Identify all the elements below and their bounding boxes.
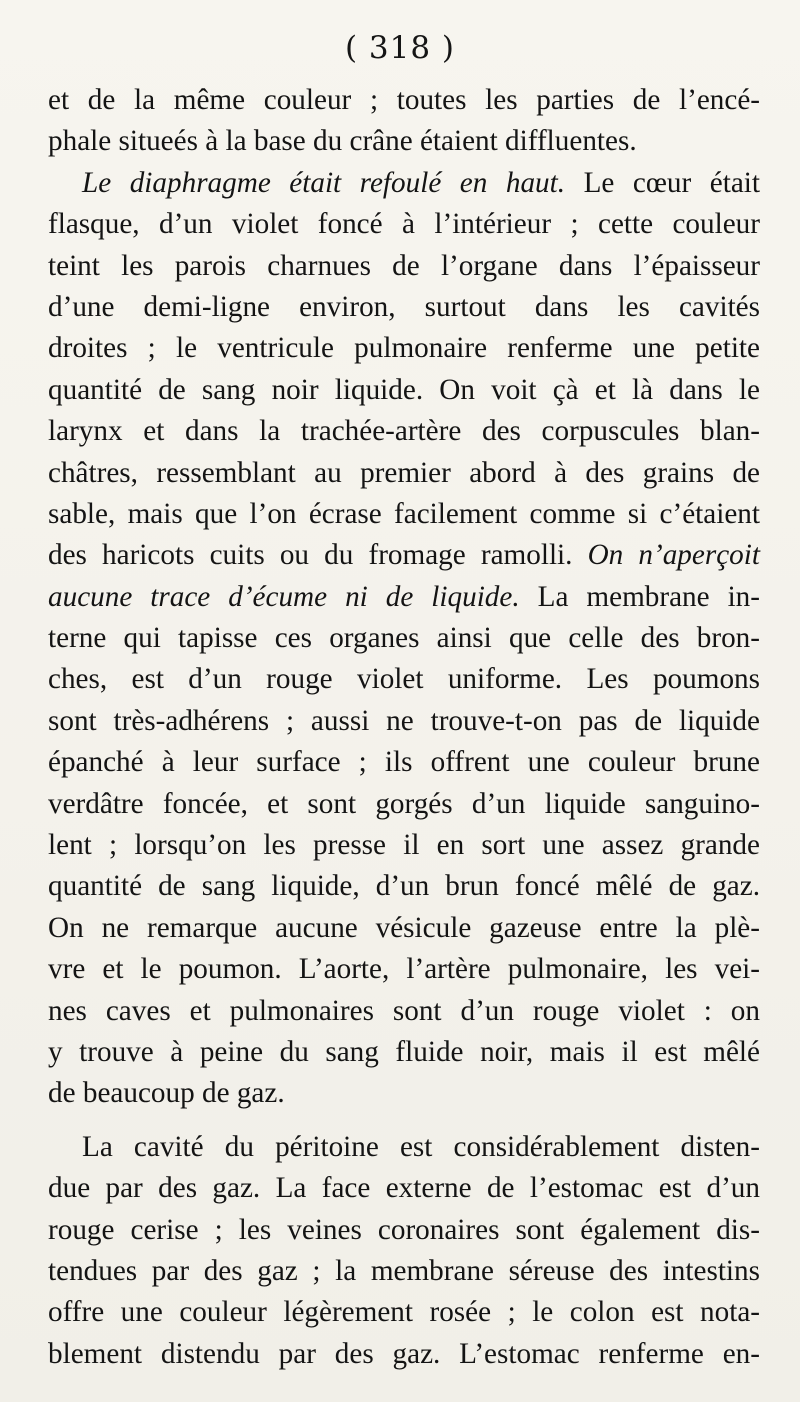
line-italic-text: Le diaphragme était refoulé en haut. (82, 166, 566, 199)
line-text: due par des gaz. La face externe de l’estomac est d’un (48, 1172, 760, 1205)
text-line (48, 1334, 760, 1375)
body-text (48, 80, 760, 1375)
text-line (48, 742, 760, 783)
page-number: ( 318 ) (344, 30, 456, 66)
line-italic-text: aucune trace d’écume ni de liquide. (48, 580, 520, 613)
line-text: On ne remarque aucune vésicule gazeuse entre la plè- (48, 911, 760, 944)
line-text: phale situeés à la base du crâne étaient diffluentes. (48, 125, 637, 158)
line-text: et de la même couleur ; toutes les parties de l’encé- (48, 84, 760, 116)
line-text: flasque, d’un violet foncé à l’intérieur ; cette couleur (48, 208, 760, 241)
text-line (48, 246, 760, 287)
text-line (48, 991, 760, 1032)
paragraph-gap (48, 1115, 760, 1127)
line-text: quantité de sang noir liquide. On voit çà et là dans le (48, 373, 760, 406)
text-line (48, 328, 760, 369)
line-text: La membrane in- (519, 580, 760, 613)
text-line (48, 453, 760, 494)
line-text: sont très-adhérens ; aussi ne trouve-t-on pas de liquide (48, 704, 760, 737)
line-text: offre une couleur légèrement rosée ; le colon est nota- (48, 1296, 760, 1329)
text-line (48, 1251, 760, 1292)
text-line (48, 949, 760, 990)
line-text: verdâtre foncée, et sont gorgés d’un liquide sanguino- (48, 787, 760, 820)
line-text: quantité de sang liquide, d’un brun foncé mêlé de gaz. (48, 870, 760, 903)
text-line (48, 494, 760, 535)
text-line (48, 618, 760, 659)
text-line (48, 535, 760, 576)
line-text: vre et le poumon. L’aorte, l’artère pulmonaire, les vei- (48, 953, 760, 986)
line-text: y trouve à peine du sang fluide noir, mais il est mêlé (48, 1035, 760, 1068)
text-line (48, 1210, 760, 1251)
line-text: rouge cerise ; les veines coronaires sont également dis- (48, 1213, 760, 1246)
line-text: épanché à leur surface ; ils offrent une couleur brune (48, 746, 760, 779)
line-text: sable, mais que l’on écrase facilement comme si c’étaient (48, 497, 760, 530)
line-text: terne qui tapisse ces organes ainsi que celle des bron- (48, 622, 760, 655)
line-text: Le cœur était (565, 166, 760, 199)
text-line (48, 825, 760, 866)
line-text: larynx et dans la trachée-artère des corpuscules blan- (48, 415, 760, 448)
text-line (48, 80, 760, 121)
line-text: tendues par des gaz ; la membrane séreuse des intestins (48, 1254, 760, 1287)
text-line (48, 577, 760, 618)
line-text: de beaucoup de gaz. (48, 1077, 285, 1110)
text-line (48, 163, 760, 204)
line-text: des haricots cuits ou du fromage ramolli. (48, 539, 588, 572)
text-line (48, 121, 760, 162)
text-line (48, 866, 760, 907)
line-text: d’une demi-ligne environ, surtout dans les cavités (48, 290, 760, 323)
line-text: teint les parois charnues de l’organe dans l’épaisseur (48, 249, 760, 282)
text-line (48, 701, 760, 742)
text-line (48, 204, 760, 245)
text-line (48, 411, 760, 452)
text-line (48, 370, 760, 411)
text-line (48, 1032, 760, 1073)
text-line (48, 1127, 760, 1168)
text-line (48, 1292, 760, 1333)
line-text: droites ; le ventricule pulmonaire renferme une petite (48, 332, 760, 365)
line-text: La cavité du péritoine est considérablement disten- (82, 1130, 760, 1163)
text-line (48, 1073, 760, 1114)
line-text: châtres, ressemblant au premier abord à des grains de (48, 456, 760, 489)
text-line (48, 908, 760, 949)
line-text: ches, est d’un rouge violet uniforme. Les poumons (48, 663, 760, 696)
text-line (48, 784, 760, 825)
line-text: lent ; lorsqu’on les presse il en sort une assez grande (48, 829, 760, 862)
line-text: nes caves et pulmonaires sont d’un rouge violet : on (48, 994, 760, 1027)
text-line (48, 287, 760, 328)
line-italic-text: On n’aperçoit (587, 539, 760, 572)
line-text: blement distendu par des gaz. L’estomac renferme en- (48, 1337, 760, 1370)
text-line (48, 1168, 760, 1209)
text-line (48, 659, 760, 700)
